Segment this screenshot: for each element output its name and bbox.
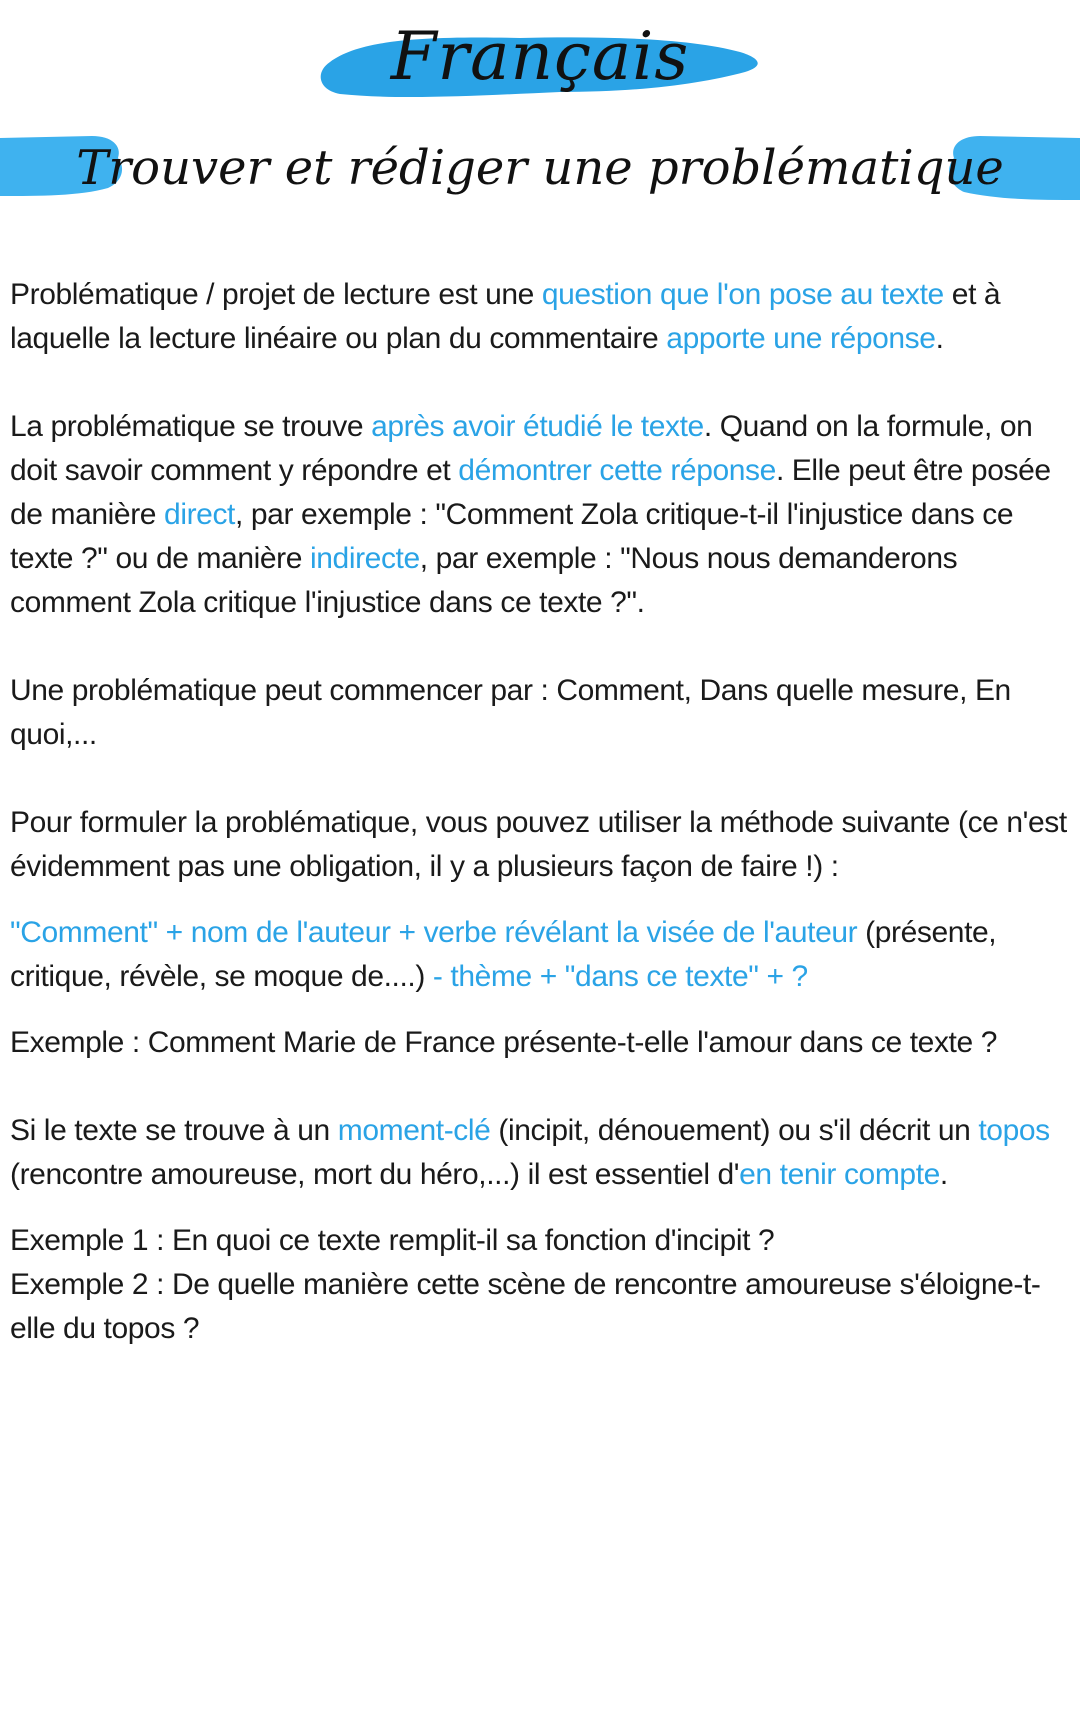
highlight: après avoir étudié le texte	[371, 410, 704, 443]
content	[10, 273, 1070, 1351]
highlight: question que l'on pose au texte	[541, 278, 944, 311]
paragraph-method-intro: Pour formuler la problématique, vous pouvez utiliser la méthode suivante (ce n'est évidemment pas une obligation, il y a plusieurs façon de faire !) :	[10, 806, 1067, 883]
highlight: topos	[978, 1114, 1050, 1147]
highlight: démontrer cette réponse	[458, 454, 776, 487]
page-subtitle: Trouver et rédiger une problématique	[76, 140, 1004, 196]
highlight: indirecte	[309, 542, 420, 575]
example-1: Exemple 1 : En quoi ce texte remplit-il sa fonction d'incipit ?	[10, 1224, 775, 1257]
paragraph-method-formula: "Comment" + nom de l'auteur + verbe révélant la visée de l'auteur (présente, critique, révèle, se moque de....) - thème + "dans ce texte" + ?	[10, 916, 997, 993]
header	[0, 0, 1080, 230]
paragraph-definition: Problématique / projet de lecture est une question que l'on pose au texte et à laquelle la lecture linéaire ou plan du commentaire apporte une réponse.	[10, 278, 1001, 355]
highlight: direct	[164, 498, 235, 531]
highlight: - thème + "dans ce texte" + ?	[432, 960, 808, 993]
paragraph-starters: Une problématique peut commencer par : Comment, Dans quelle mesure, En quoi,...	[10, 674, 1011, 751]
highlight: moment-clé	[337, 1114, 491, 1147]
paragraph-topos: Si le texte se trouve à un moment-clé (incipit, dénouement) ou s'il décrit un topos (rencontre amoureuse, mort du héro,...) il est essentiel d'en tenir compte.	[10, 1114, 1050, 1191]
page-title: Français	[390, 18, 690, 95]
paragraph-placement: La problématique se trouve après avoir étudié le texte. Quand on la formule, on doit savoir comment y répondre et démontrer cette réponse. Elle peut être posée de manière direct, par exemple : "Comment Zola critique-t-il l'injustice dans ce texte ?" ou de manière indirecte, par exemple : "Nous nous demanderons comment Zola critique l'injustice dans ce texte ?".	[10, 410, 1051, 619]
paragraph-example: Exemple : Comment Marie de France présente-t-elle l'amour dans ce texte ?	[10, 1026, 997, 1059]
example-2: Exemple 2 : De quelle manière cette scène de rencontre amoureuse s'éloigne-t-elle du topos ?	[10, 1268, 1041, 1345]
highlight: "Comment" + nom de l'auteur + verbe révélant la visée de l'auteur	[10, 916, 858, 949]
highlight: apporte une réponse	[666, 322, 936, 355]
highlight: en tenir compte	[739, 1158, 940, 1191]
